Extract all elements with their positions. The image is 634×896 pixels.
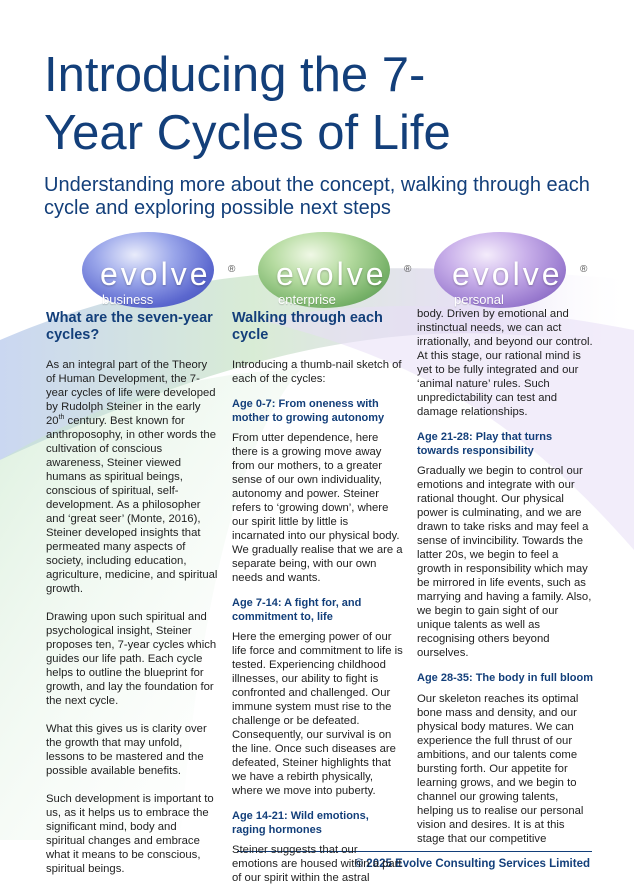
evolve-enterprise-logo	[246, 232, 412, 312]
paragraph: body. Driven by emotional and instinctual needs, we can act irrationally, and beyond our control. At this stage, our rational mind is yet to be fully integrated and our ‘animal nature’ rules. Such unpredictability can test and damage relationships.	[417, 308, 593, 418]
column-2	[232, 310, 404, 885]
logo-word: evolve	[276, 256, 387, 292]
cycle-heading: Age 28-35: The body in full bloom	[417, 672, 594, 684]
paragraph: Drawing upon such spiritual and psychological insight, Steiner proposes ten, 7-year cycles which guides our life path. Each cycle helps to outline the blueprint for growth, and lay the foundation for the next cycle.	[46, 611, 217, 707]
logo-word: evolve	[100, 256, 211, 292]
paragraph: From utter dependence, here there is a growing move away from our mothers, to a greater sense of our own individuality, autonomy and power. Steiner refers to ‘growing down’, where our spirit little by little is incarnated into our physical body. We gradually realise that we are a separate being, with our own needs and wants.	[232, 432, 403, 584]
paragraph: Introducing a thumb-nail sketch of each of the cycles:	[232, 359, 402, 385]
copyright-notice: © 2025 Evolve Consulting Services Limited	[354, 858, 590, 870]
section-heading: What are the seven-year cycles?	[46, 310, 213, 343]
logo-subtext: personal	[454, 292, 504, 307]
cycle-heading: Age 7-14: A fight for, and commitment to, life	[232, 597, 362, 623]
column-3	[417, 307, 593, 846]
paragraph: Our skeleton reaches its optimal bone mass and density, and our physical body matures. We can experience the full thrust of our ambitions, and our talents come bursting forth. Our appetite for learning grows, and we begin to channel our growing talents, helping us to realise our personal vision and desires. It is at this stage that our competitive	[417, 692, 584, 845]
logo-subtext: business	[102, 292, 154, 307]
evolve-business-logo	[70, 232, 236, 312]
page-subtitle: Understanding more about the concept, walking through each cycle and exploring possible next steps	[44, 174, 590, 219]
cycle-heading: Age 21-28: Play that turns towards responsibility	[417, 431, 553, 457]
paragraph: What this gives us is clarity over the growth that may unfold, lessons to be mastered and the possible available benefits.	[46, 723, 207, 777]
logo-subtext: enterprise	[278, 292, 336, 307]
registered-mark: ®	[580, 264, 588, 275]
section-heading: Walking through each cycle	[232, 310, 383, 343]
paragraph: Gradually we begin to control our emotions and integrate with our rational thought. Our physical power is culminating, and we are drawn to take risks and may feel a sense of invincibility. Towards the latter 20s, we begin to feel a growth in responsibility which may be mirrored in life events, such as marrying and having a family. Also, we begin to gain sight of our unique talents as well as recognising others beyond ourselves.	[417, 465, 592, 659]
page-title	[44, 46, 604, 162]
paragraph: Here the emerging power of our life force and commitment to life is tested. Experiencing childhood illnesses, our ability to fight is confronted and challenged. Our immune system must rise to the challenge or be defeated. Consequently, our survival is on the line. Once such diseases are defeated, Steiner highlights that we have a rebirth physically, where we move into puberty.	[232, 631, 403, 797]
title-line-2: Year Cycles of Life	[44, 106, 451, 160]
column-1	[46, 310, 218, 876]
registered-mark: ®	[228, 264, 236, 275]
cycle-heading: Age 0-7: From oneness with mother to growing autonomy	[232, 398, 385, 424]
paragraph: As an integral part of the Theory of Human Development, the 7-year cycles of life were developed by Rudolph Steiner in the early 20th century. Best known for anthroposophy, in other words the cultivation of conscious awareness, Steiner viewed humans as spiritual beings, conscious of spiritual, self-development. As a philosopher and ‘great seer’ (Monte, 2016), Steiner developed insights that permeated many aspects of society, including education, agriculture, medicine, and spiritual growth.	[46, 359, 218, 595]
evolve-personal-logo	[422, 232, 588, 312]
title-line-1: Introducing the 7-	[44, 48, 426, 102]
paragraph: Such development is important to us, as it helps us to embrace the significant mind, body and spiritual changes and embrace what it means to be conscious, spiritual beings.	[46, 793, 214, 875]
logo-word: evolve	[452, 256, 563, 292]
cycle-heading: Age 14-21: Wild emotions, raging hormones	[232, 810, 369, 836]
registered-mark: ®	[404, 264, 412, 275]
paragraph: Steiner suggests that our emotions are housed within a part of our spirit within the astral	[232, 844, 402, 884]
